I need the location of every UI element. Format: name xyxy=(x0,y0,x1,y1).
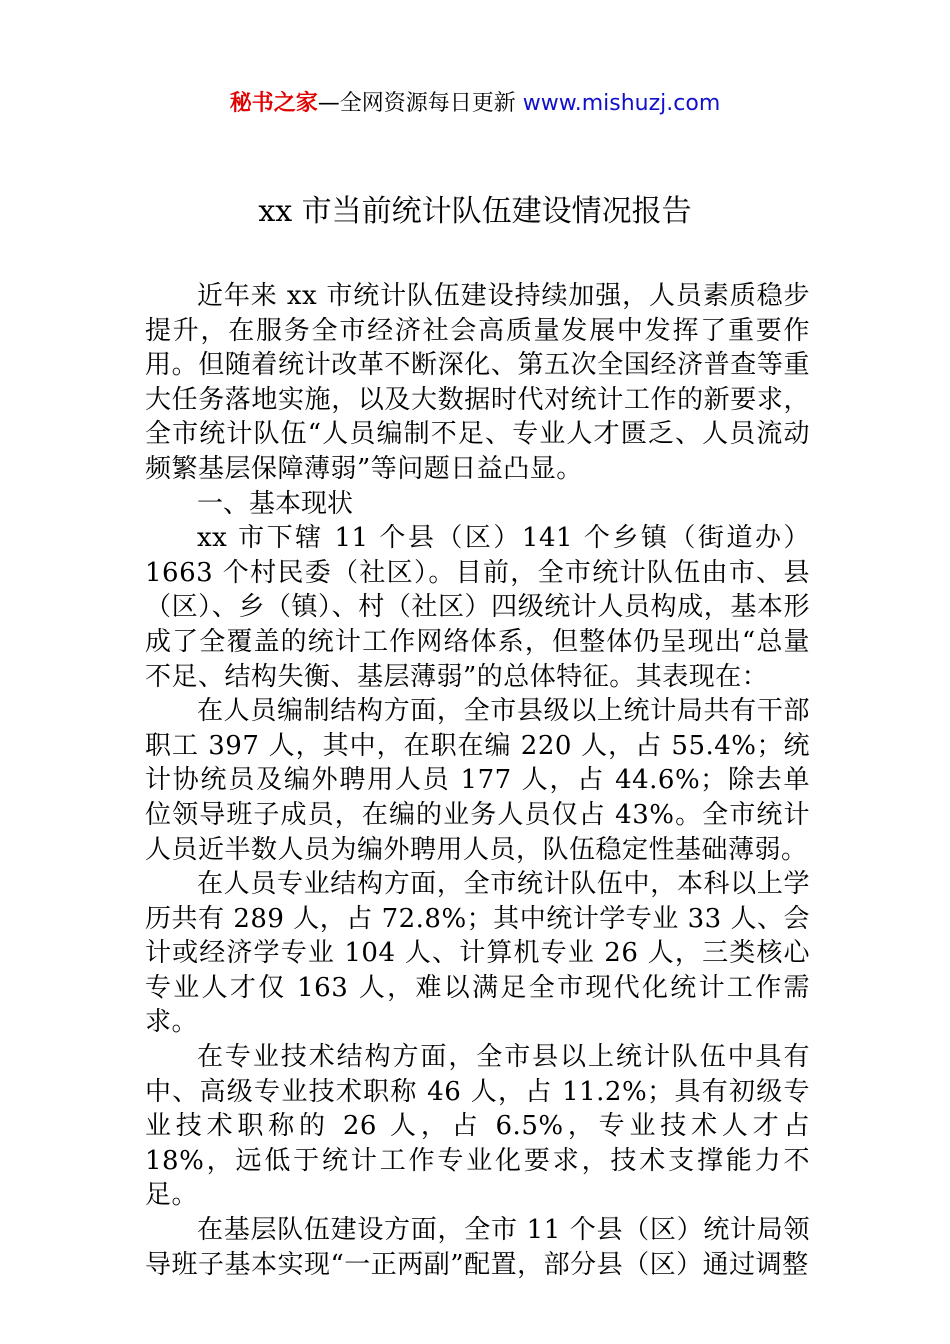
overview-paragraph: xx 市下辖 11 个县（区）141 个乡镇（街道办）1663 个村民委（社区）。目前，全市统计队伍由市、县（区）、乡（镇）、村（社区）四级统计人员构成，基本形成了全覆盖的统计工作网络体系，但整体仍呈现出“总量不足、结构失衡、基层薄弱”的总体特征。其表现在： xyxy=(145,523,810,692)
document-body xyxy=(145,279,810,1282)
document-title: xx 市当前统计队伍建设情况报告 xyxy=(258,194,692,229)
intro-paragraph: 近年来 xx 市统计队伍建设持续加强，人员素质稳步提升，在服务全市经济社会高质量发展中发挥了重要作用。但随着统计改革不断深化、第五次全国经济普查等重大任务落地实施，以及大数据时代对统计工作的新要求，全市统计队伍“人员编制不足、专业人才匮乏、人员流动频繁基层保障薄弱”等问题日益凸显。 xyxy=(145,281,810,484)
staffing-structure-paragraph: 在人员编制结构方面，全市县级以上统计局共有干部职工 397 人，其中，在职在编 220 人，占 55.4%；统计协统员及编外聘用人员 177 人，占 44.6%；除去单位领导班子成员，在编的业务人员仅占 43%。全市统计人员近半数人员为编外聘用人员，队伍稳定性基础薄弱。 xyxy=(145,696,810,865)
brand-name: 秘书之家 xyxy=(229,91,318,116)
section-heading: 一、基本现状 xyxy=(197,488,354,519)
grassroots-paragraph: 在基层队伍建设方面，全市 11 个县（区）统计局领导班子基本实现“一正两副”配置，部分县（区）通过调整 xyxy=(145,1215,810,1280)
site-header xyxy=(0,88,950,120)
professional-structure-paragraph: 在人员专业结构方面，全市统计队伍中，本科以上学历共有 289 人，占 72.8%；其中统计学专业 33 人、会计或经济学专业 104 人、计算机专业 26 人，三类核心专业人才仅 163 人，难以满足全市现代化统计工作需求。 xyxy=(145,869,810,1038)
technical-structure-paragraph: 在专业技术结构方面，全市县以上统计队伍中具有中、高级专业技术职称 46 人，占 11.2%；具有初级专业技术职称的 26 人，占 6.5%，专业技术人才占 18%，远低于统计工作专业化要求，技术支撑能力不足。 xyxy=(145,1042,810,1211)
site-slogan: —全网资源每日更新 xyxy=(317,91,523,116)
site-url-link[interactable]: www.mishuzj.com xyxy=(522,91,721,116)
